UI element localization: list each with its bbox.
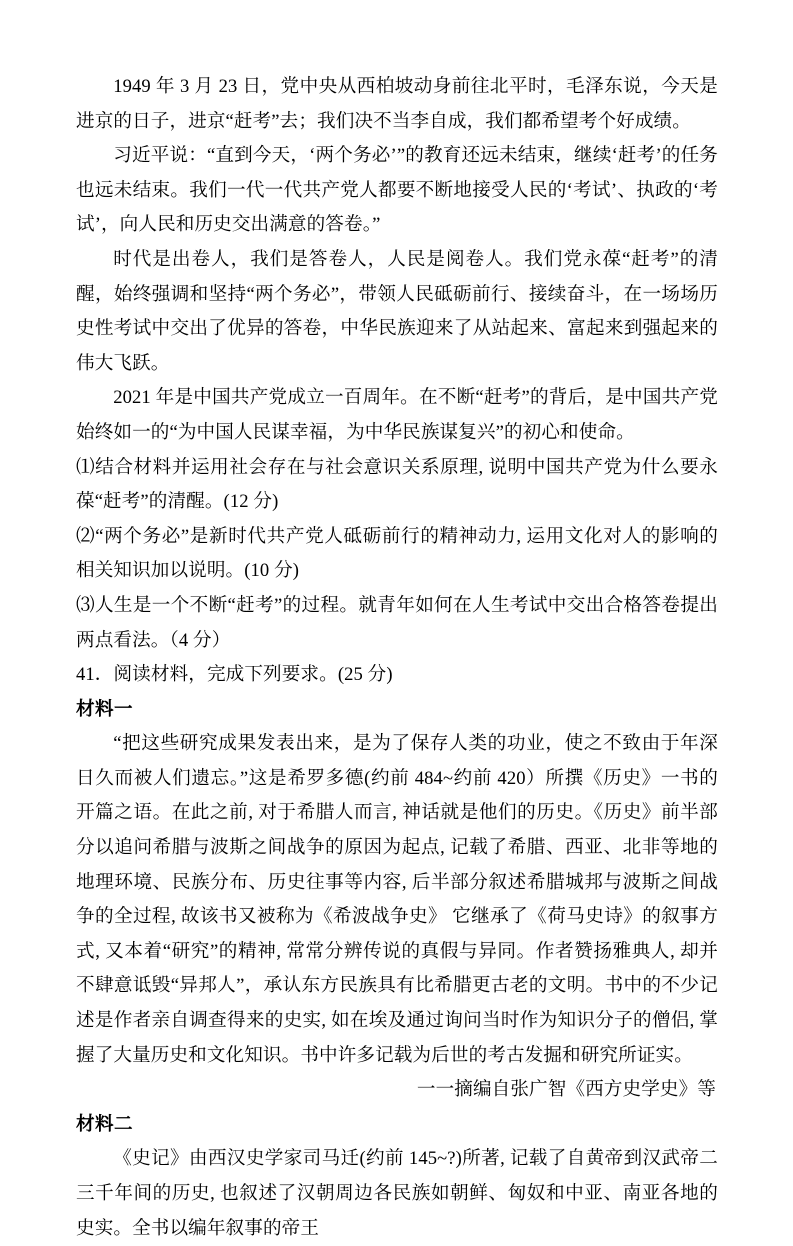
material-one-body: “把这些研究成果发表出来，是为了保存人类的功业，使之不致由于年深日久而被人们遗忘。”这是希罗多德(约前 484~约前 420）所撰《历史》一书的开篇之语。在此之前, 对于希腊人而言, 神话就是他们的历史。《历史》前半部分以追问希腊与波斯之间战争的原因为起点, 记载了希腊、西亚、北非等地的地理环境、民族分布、历史往事等内容, 后半部分叙述希腊城邦与波斯之间战争的全过程, 故该书又被称为《希波战争史》 它继承了《荷马史诗》的叙事方式, 又本着“研究”的精神, 常常分辨传说的真假与异同。作者赞扬雅典人, 却并不肆意诋毁“异邦人”，承认东方民族具有比希腊更古老的文明。书中的不少记述是作者亲自调查得来的史实, 如在埃及通过询问当时作为知识分子的僧侣, 掌握了大量历史和文化知识。书中许多记载为后世的考古发掘和研究所证实。: [76, 733, 718, 1066]
document-body: [76, 70, 718, 1246]
material-one-source-attribution: 一一摘编自张广智《西方史学史》等: [416, 1079, 716, 1101]
paragraph-era-examiner: 时代是出卷人，我们是答卷人，人民是阅卷人。我们党永葆“赶考”的清醒，始终强调和坚持“两个务必”，带领人民砥砺前行、接续奋斗，在一场场历史性考试中交出了优异的答卷，中华民族迎来了从站起来、富起来到强起来的伟大飞跃。: [76, 248, 718, 374]
paragraph-centenary-2021: 2021 年是中国共产党成立一百周年。在不断“赶考”的背后，是中国共产党始终如一的“为中国人民谋幸福，为中华民族谋复兴”的初心和使命。: [76, 387, 718, 443]
material-heading-two: 材料二: [76, 1113, 133, 1135]
question-item-1: ⑴结合材料并运用社会存在与社会意识关系原理, 说明中国共产党为什么要永葆“赶考”的清醒。(12 分): [76, 456, 718, 513]
material-two-body: 《史记》由西汉史学家司马迁(约前 145~?)所著, 记载了自黄帝到汉武帝二三千年间的历史, 也叙述了汉朝周边各民族如朝鲜、匈奴和中亚、南亚各地的史实。全书以编年叙事的帝王: [76, 1148, 718, 1239]
material-heading-one: 材料一: [76, 698, 133, 720]
question-number-41: 41．阅读材料，完成下列要求。(25 分): [76, 664, 393, 686]
paragraph-xi-quote: 习近平说：“直到今天，‘两个务必’”的教育还远未结束，继续‘赶考’的任务也远未结束。我们一代一代共产党人都要不断地接受人民的‘考试’、执政的‘考试’，向人民和历史交出满意的答卷。”: [76, 145, 718, 236]
paragraph-historical-1949: 1949 年 3 月 23 日，党中央从西柏坡动身前往北平时，毛泽东说，今天是进京的日子，进京“赶考”去；我们决不当李自成，我们都希望考个好成绩。: [76, 76, 718, 132]
question-item-2: ⑵“两个务必”是新时代共产党人砥砺前行的精神动力, 运用文化对人的影响的相关知识加以说明。(10 分): [76, 525, 718, 582]
question-item-3: ⑶人生是一个不断“赶考”的过程。就青年如何在人生考试中交出合格答卷提出两点看法。（4 分）: [76, 594, 718, 651]
